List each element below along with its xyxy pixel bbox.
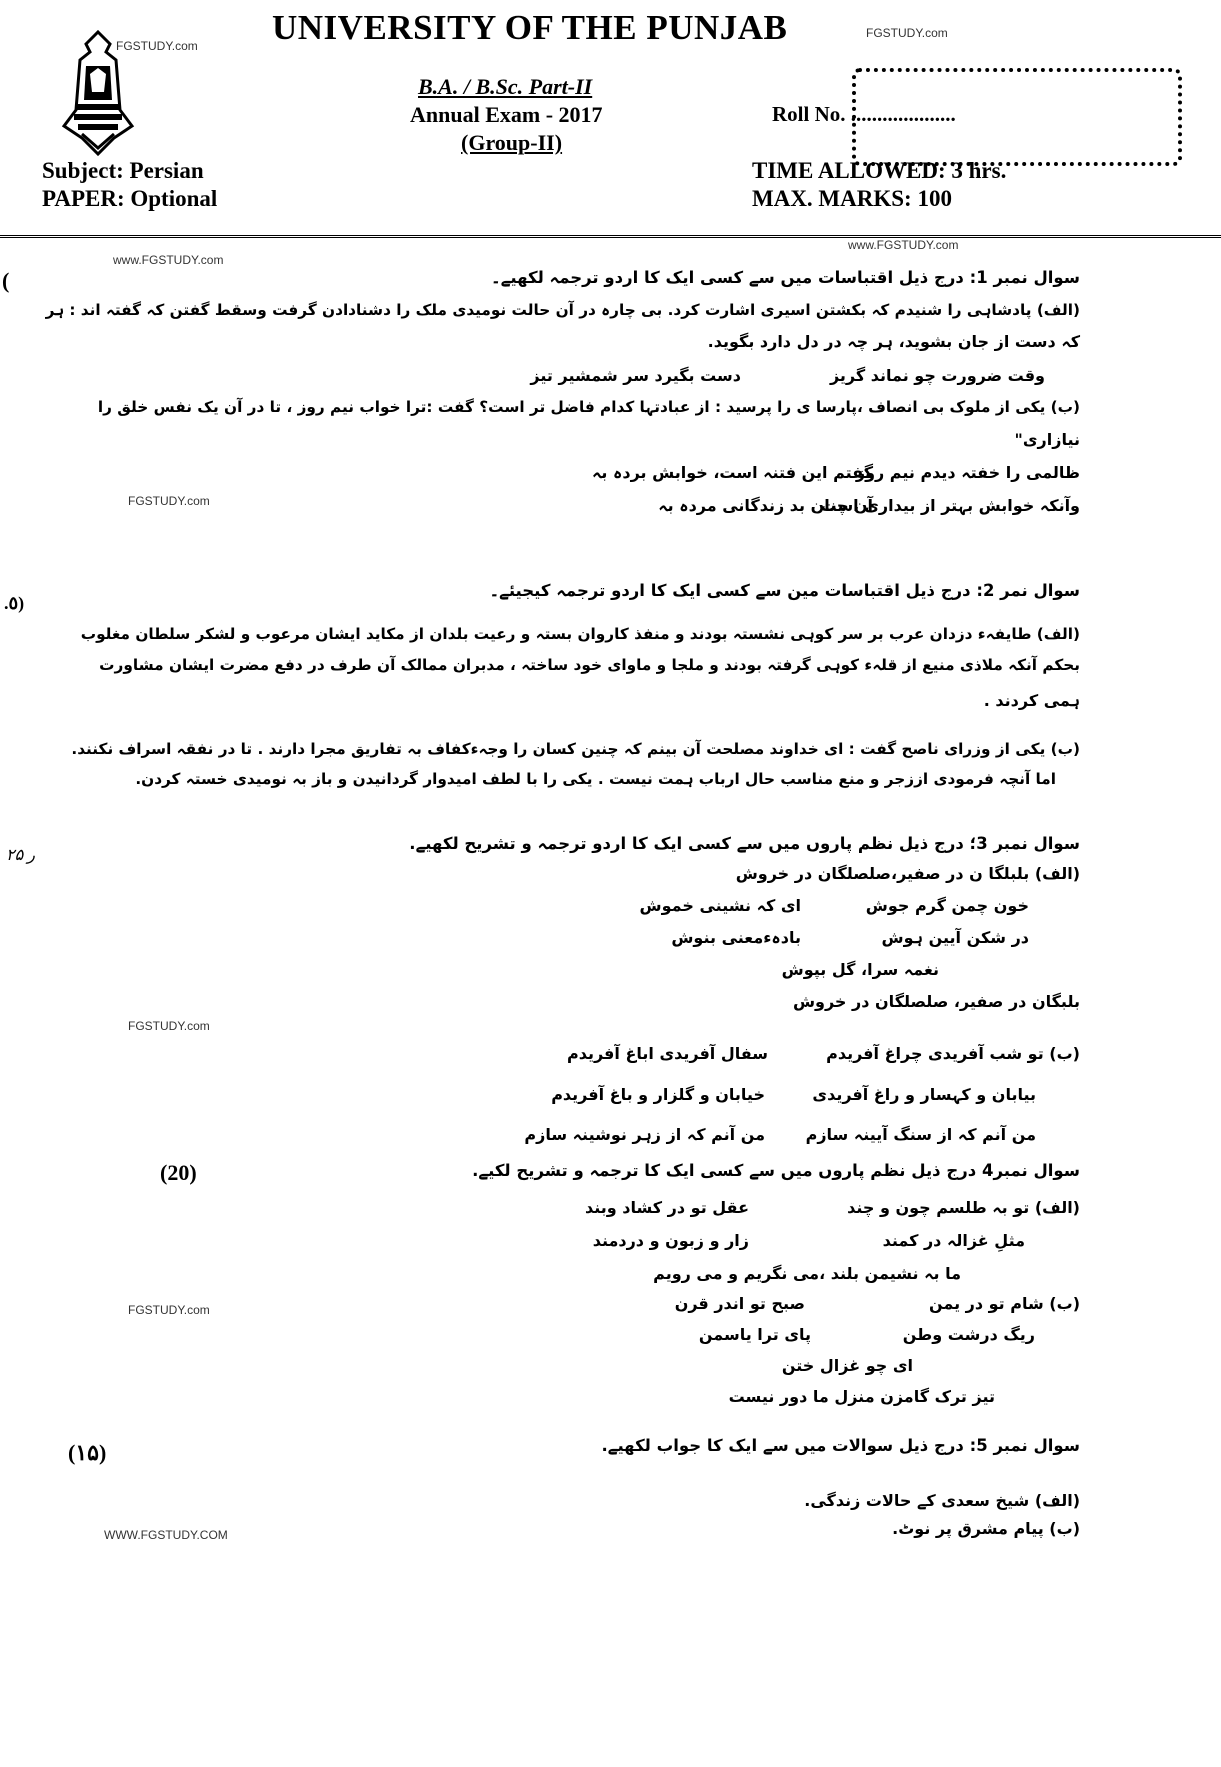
marks-q2: .٥) (4, 593, 25, 613)
q3-verse: من آنم کہ از زہر نوشینہ سازم (524, 1125, 765, 1144)
q5-alif: (الف) شیخ سعدی کے حالات زندگی. (804, 1491, 1080, 1510)
time-allowed: TIME ALLOWED: 3 hrs. (752, 158, 1007, 183)
q1-verse: دست بگیرد سر شمشیر تیز (530, 366, 741, 385)
watermark: FGSTUDY.com (866, 26, 948, 40)
university-title: UNIVERSITY OF THE PUNJAB (272, 8, 788, 47)
q1-verse: آن چنان بد زندگانی مردہ بہ (658, 496, 873, 515)
exam-label: Annual Exam - 2017 (410, 102, 603, 127)
q4-verse: (الف) تو بہ طلسم چون و چند (847, 1198, 1080, 1217)
q3-verse: در شکن آیین ہوش (881, 928, 1029, 947)
max-marks: MAX. MARKS: 100 (752, 186, 952, 211)
q4-verse: ما بہ نشیمن بلند ،می نگریم و می رویم (653, 1264, 961, 1283)
marks-q1: ( (2, 268, 10, 293)
q2-be-line: (ب) یکی از وزرای ناصح گفت : ای خداوند مصلحت آن بینم کہ چنین کسان را وجہءکفاف بہ تفاریق مجرا دارند . تا در نفقہ اسراف نکنند. (71, 740, 1080, 758)
header-divider (0, 235, 1221, 238)
q3-verse: بلبگان در صفیر، صلصلگان در خروش (792, 992, 1080, 1011)
q3-verse: بادہءمعنی بنوش (671, 928, 801, 947)
subject-label: Subject: Persian (42, 158, 204, 183)
q1-be-line: (ب) یکی از ملوک بی انصاف ،پارسا ی را پرسید : از عبادتہا کدام فاضل تر است؟ گفت :ترا خواب نیم روز ، تا در آن یک نفس خلق را (97, 398, 1080, 416)
q3-verse: سفال آفریدی اباغ آفریدم (567, 1044, 768, 1063)
paper-label: PAPER: Optional (42, 186, 218, 211)
q2-be-line: اما آنچہ فرمودی اززجر و منع مناسب حال ارباب ہمت نیست . یکی را با لطف امیدوار گردانیدن و باز بہ نومیدی خستہ کردن. (135, 770, 1056, 788)
q1-verse: گفتم این فتنہ است، خوابش بردہ بہ (592, 463, 873, 482)
q2-alif-line: ہمی کردند . (983, 691, 1080, 710)
q4-verse: ای چو غزال ختن (781, 1356, 913, 1375)
watermark: FGSTUDY.com (128, 1303, 210, 1317)
marks-q5: (۱۵) (68, 1440, 107, 1465)
q2-alif-line: (الف) طایفہء دزدان عرب بر سر کوہی نشستہ بودند و منفذ کاروان بستہ و رعیت بلدان از مکاید ایشان مرعوب و لشکر سلطان مغلوب (80, 625, 1080, 643)
q4-verse: ریگ درشت وطن (902, 1325, 1035, 1344)
q1-alif-line: (الف) پادشاہی را شنیدم کہ بکشتن اسیری اشارت کرد. بی چارہ در آن حالت نومیدی ملک را دشنادادن گرفت وسقط گفتن کہ گفتہ اند : ہر (45, 301, 1080, 319)
q3-verse: خیابان و گلزار و باغ آفریدم (551, 1085, 765, 1104)
q4-verse: عقل تو در کشاد وبند (585, 1198, 749, 1217)
q3-alif-line: (الف) بلبلگا ن در صفیر،صلصلگان در خروش (735, 864, 1080, 883)
q1-verse: وآنکہ خوابش بہتر از بیداری است (820, 496, 1080, 515)
watermark: FGSTUDY.com (116, 39, 198, 53)
group-label: (Group-II) (461, 130, 563, 155)
q3-verse: نغمہ سرا، گل بپوش (781, 960, 939, 979)
watermark: www.FGSTUDY.com (113, 253, 224, 267)
marks-q4: (20) (160, 1160, 197, 1185)
watermark: WWW.FGSTUDY.COM (104, 1528, 228, 1542)
q4-verse: صبح تو اندر قرن (674, 1294, 805, 1313)
q1-alif-line: کہ دست از جان بشوید، ہر چہ در دل دارد بگوید. (707, 332, 1080, 351)
q4-verse: زار و زبون و دردمند (592, 1231, 749, 1250)
q1-be-line: نیازاری" (1014, 430, 1080, 449)
q3-verse: بیابان و کہسار و راغ آفریدی (812, 1085, 1036, 1104)
q4-verse: (ب) شام تو در یمن (928, 1294, 1080, 1313)
q3-verse: من آنم کہ از سنگ آیینہ سازم (805, 1125, 1036, 1144)
q4-heading: سوال نمبر4 درج ذیل نظم پاروں میں سے کسی ایک کا ترجمہ و تشریح لکیے. (472, 1161, 1080, 1180)
q4-verse: پای ترا یاسمن (698, 1325, 811, 1344)
q5-be: (ب) پیام مشرق پر نوٹ. (892, 1519, 1080, 1538)
marks-q3: ۲۵ ر (6, 847, 35, 864)
watermark: FGSTUDY.com (128, 494, 210, 508)
roll-number-field: Roll No. .................... (772, 102, 956, 126)
q3-verse: (ب) تو شب آفریدی چراغ آفریدم (826, 1044, 1080, 1063)
q1-verse: وقت ضرورت چو نماند گریز (829, 366, 1045, 385)
q4-verse: مثلِ غزالہ در کمند (882, 1231, 1025, 1250)
q5-heading: سوال نمبر 5: درج ذیل سوالات میں سے ایک کا جواب لکھیے. (601, 1436, 1080, 1455)
program-label: B.A. / B.Sc. Part-II (418, 74, 593, 99)
q3-verse: خون چمن گرم جوش (865, 896, 1029, 915)
q1-heading: سوال نمبر 1: درج ذیل اقتباسات میں سے کسی ایک کا اردو ترجمہ لکھیے۔ (491, 268, 1080, 287)
q1-verse: ظالمی را خفتہ دیدم نیم روز (855, 463, 1080, 482)
q3-verse: ای کہ نشینی خموش (639, 896, 801, 915)
q4-verse: تیز ترک گامزن منزل ما دور نیست (728, 1387, 995, 1406)
watermark: www.FGSTUDY.com (848, 238, 959, 252)
q2-heading: سوال نمر 2: درج ذیل اقتباسات مین سے کسی ایک کا اردو ترجمہ کیجیئے۔ (489, 581, 1080, 600)
watermark: FGSTUDY.com (128, 1019, 210, 1033)
q3-heading: سوال نمبر 3؛ درج ذیل نظم پاروں میں سے کسی ایک کا اردو ترجمہ و تشریح لکھیے. (409, 834, 1080, 853)
q2-alif-line: بحکم آنکہ ملاذی منیع از قلہء کوہی گرفتہ بودند و ملجا و ماوای خود ساختہ ، مدبران ممالک آن طرف در دفع مضرت ایشان مشاورت (99, 656, 1080, 674)
